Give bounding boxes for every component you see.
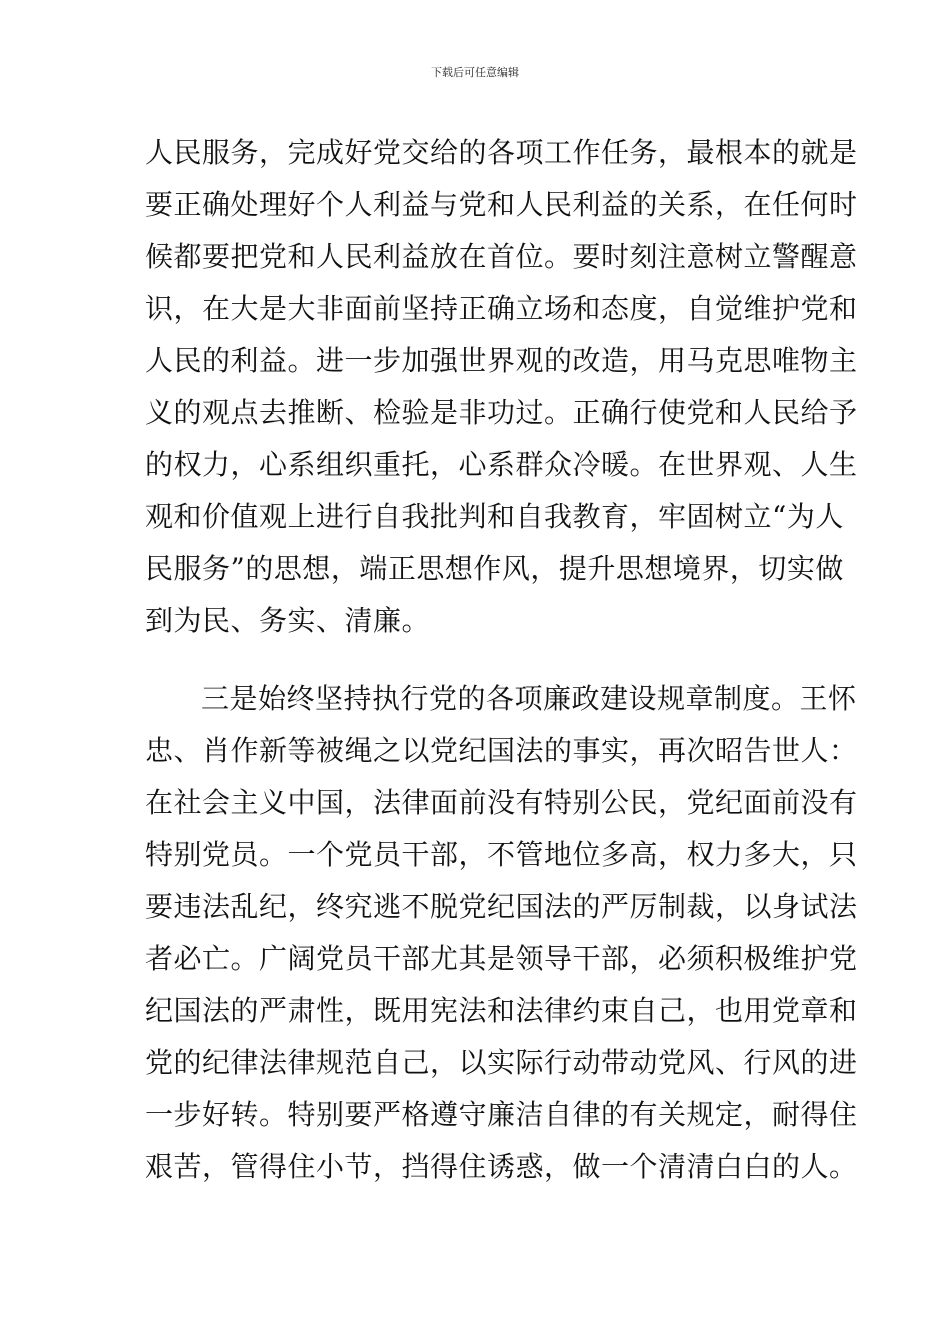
paragraph-line: 义的观点去推断、检验是非功过。正确行使党和人民给予 — [145, 396, 858, 429]
paragraph-line: 观和价值观上进行自我批判和自我教育，牢固树立“为人 — [145, 500, 844, 533]
paragraph-line: 党的纪律法律规范自己，以实际行动带动党风、行风的进 — [145, 1046, 858, 1079]
paragraph-line: 候都要把党和人民利益放在首位。要时刻注意树立警醒意 — [145, 240, 858, 273]
paragraph-1 — [145, 127, 858, 647]
paragraph-line: 人民服务，完成好党交给的各项工作任务，最根本的就是 — [145, 136, 858, 169]
paragraph-line: 要违法乱纪，终究逃不脱党纪国法的严厉制裁，以身试法 — [145, 890, 858, 923]
paragraph-line: 艰苦，管得住小节，挡得住诱惑，做一个清清白白的人。 — [145, 1150, 858, 1183]
paragraph-line: 一步好转。特别要严格遵守廉洁自律的有关规定，耐得住 — [145, 1098, 858, 1131]
page-header-note: 下载后可任意编辑 — [431, 66, 519, 79]
paragraph-line: 识，在大是大非面前坚持正确立场和态度，自觉维护党和 — [145, 292, 858, 325]
paragraph-line: 到为民、务实、清廉。 — [145, 604, 431, 637]
paragraph-line: 者必亡。广阔党员干部尤其是领导干部，必须积极维护党 — [145, 942, 858, 975]
paragraph-line: 纪国法的严肃性，既用宪法和法律约束自己，也用党章和 — [145, 994, 858, 1027]
paragraph-line: 特别党员。一个党员干部，不管地位多高，权力多大，只 — [145, 838, 858, 871]
paragraph-line: 要正确处理好个人利益与党和人民利益的关系，在任何时 — [145, 188, 858, 221]
paragraph-line: 民服务”的思想，端正思想作风，提升思想境界，切实做 — [145, 552, 844, 585]
paragraph-2 — [145, 673, 858, 1193]
paragraph-line: 的权力，心系组织重托，心系群众冷暖。在世界观、人生 — [145, 448, 858, 481]
paragraph-line: 三是始终坚持执行党的各项廉政建设规章制度。王怀 — [201, 682, 857, 715]
paragraph-line: 忠、肖作新等被绳之以党纪国法的事实，再次昭告世人： — [145, 734, 858, 767]
paragraph-line: 人民的利益。进一步加强世界观的改造，用马克思唯物主 — [145, 344, 858, 377]
paragraph-line: 在社会主义中国，法律面前没有特别公民，党纪面前没有 — [145, 786, 858, 819]
